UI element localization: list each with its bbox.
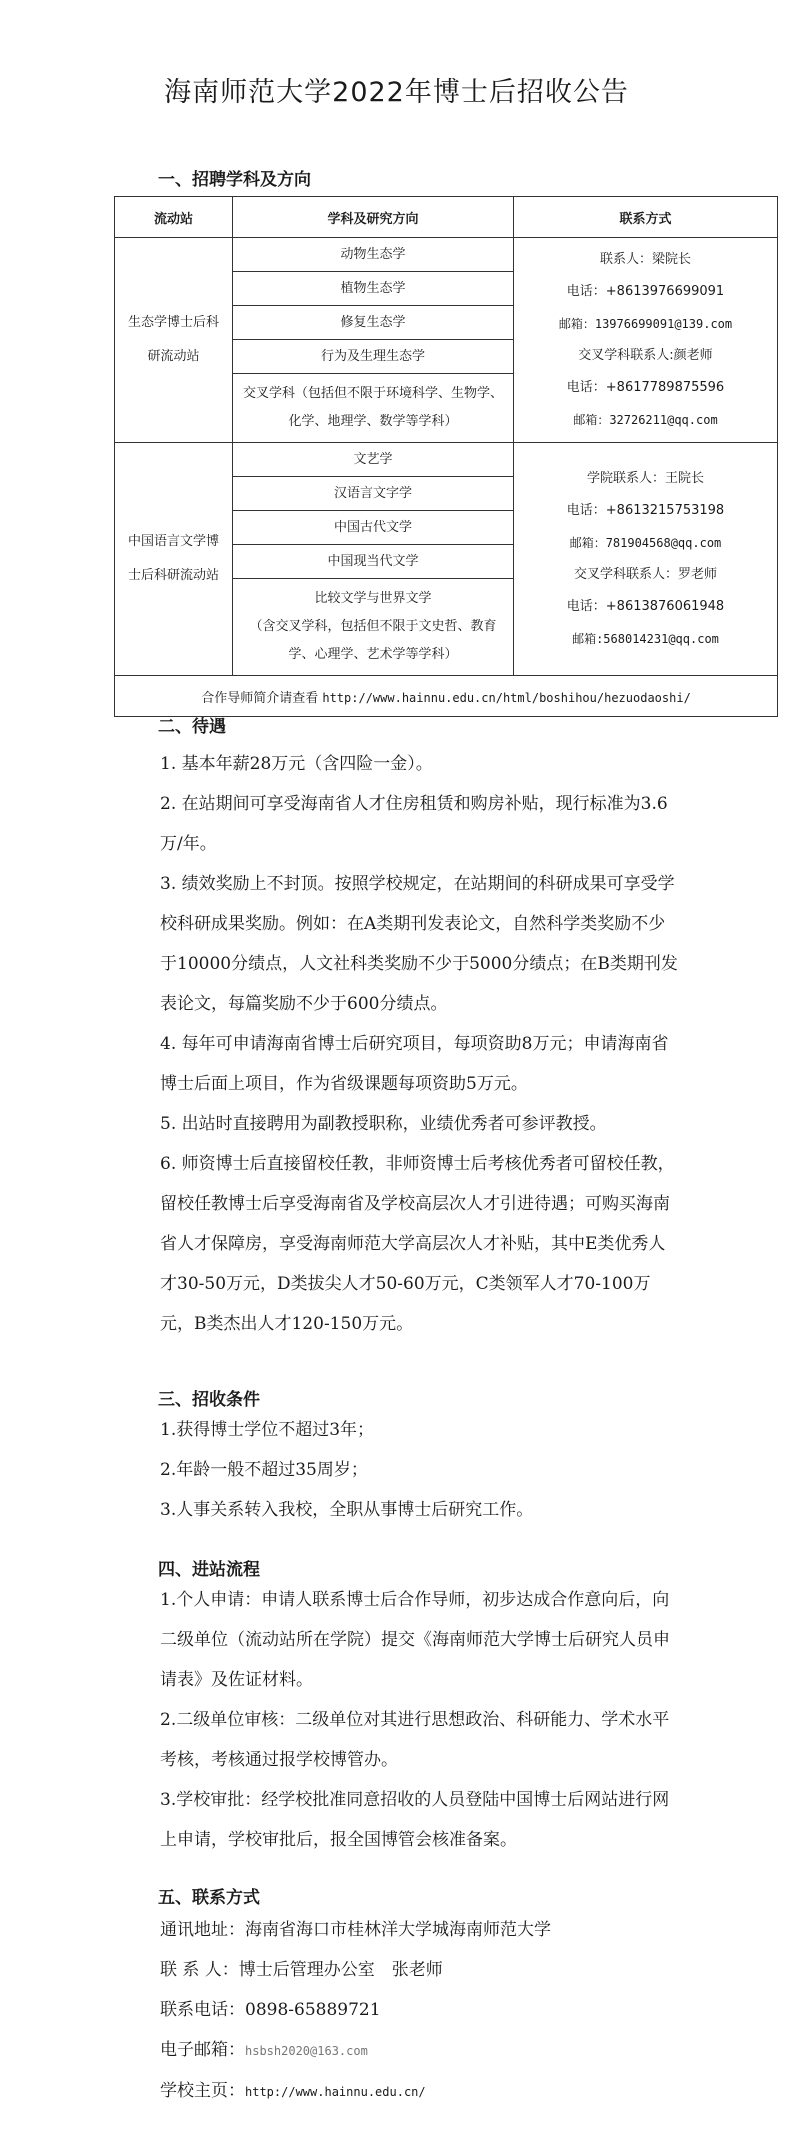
website-link[interactable]: http://www.hainnu.edu.cn/ [245,2085,426,2099]
benefits-list [118,744,680,1344]
contact-chinese: 学院联系人：王院长 电话：+8613215753198 邮箱：781904568@qq.com 交叉学科联系人：罗老师 电话：+8613876061948 邮箱:568014231@qq.com [514,443,778,676]
list-item: 2.二级单位审核：二级单位对其进行思想政治、科研能力、学术水平考核，考核通过报学校博管办。 [160,1710,670,1770]
table-header-directions: 学科及研究方向 [233,197,514,238]
email-link[interactable]: hsbsh2020@163.com [245,2044,368,2058]
list-item: 行为及生理生态学 [233,340,513,374]
list-item: 3.学校审批：经学校批准同意招收的人员登陆中国博士后网站进行网上申请，学校审批后，报全国博管会核准备案。 [160,1790,670,1850]
section-heading-disciplines: 一、招聘学科及方向 [158,170,311,190]
list-item: 汉语言文字学 [233,477,513,511]
list-item: 5. 出站时直接聘用为副教授职称，业绩优秀者可参评教授。 [160,1114,607,1134]
contact-ecology: 联系人：梁院长 电话：+8613976699091 邮箱：13976699091@139.com 交叉学科联系人:颜老师 电话：+8617789875596 邮箱：32726211@qq.com [514,238,778,443]
directions-ecology [233,238,514,443]
contact-phone: 联系电话：0898-65889721 [160,2000,381,2020]
list-item: 2. 在站期间可享受海南省人才住房租赁和购房补贴，现行标准为3.6万/年。 [160,794,668,854]
section-heading-benefits: 二、待遇 [158,717,226,737]
contact-info [118,1910,680,2112]
contact-website: 学校主页：http://www.hainnu.edu.cn/ [160,2081,426,2101]
table-header-contact: 联系方式 [514,197,778,238]
disciplines-table [114,196,778,717]
requirements-list [118,1410,680,1530]
list-item: 文艺学 [233,443,513,477]
list-item: 4. 每年可申请海南省博士后研究项目，每项资助8万元；申请海南省博士后面上项目，作为省级课题每项资助5万元。 [160,1034,669,1094]
list-item: 交叉学科（包括但不限于环境科学、生物学、化学、地理学、数学等学科） [242,386,503,429]
section-heading-process: 四、进站流程 [158,1560,260,1580]
table-footer: 合作导师简介请查看 http://www.hainnu.edu.cn/html/boshihou/hezuodaoshi/ [115,676,778,717]
mentor-link[interactable]: http://www.hainnu.edu.cn/html/boshihou/hezuodaoshi/ [322,690,691,705]
list-item: 中国古代文学 [233,511,513,545]
station-chinese: 中国语言文学博士后科研流动站 [115,443,233,676]
section-heading-contact: 五、联系方式 [158,1888,260,1908]
list-item: 3.人事关系转入我校，全职从事博士后研究工作。 [160,1500,534,1520]
list-item: 6. 师资博士后直接留校任教，非师资博士后考核优秀者可留校任教，留校任教博士后享受海南省及学校高层次人才引进待遇；可购买海南省人才保障房，享受海南师范大学高层次人才补贴，其中E类优秀人才30-50万元，D类拔尖人才50-60万元，C类领军人才70-100万元，B类杰出人才120-150万元。 [160,1154,675,1334]
directions-chinese [233,443,514,676]
list-item: 1.获得博士学位不超过3年； [160,1420,375,1440]
list-item: 修复生态学 [233,306,513,340]
page-title: 海南师范大学2022年博士后招收公告 [164,77,629,108]
station-ecology: 生态学博士后科研流动站 [115,238,233,443]
list-item: 中国现当代文学 [233,545,513,579]
contact-person: 联 系 人：博士后管理办公室 张老师 [160,1960,443,1980]
list-item: 1.个人申请：申请人联系博士后合作导师，初步达成合作意向后，向二级单位（流动站所在学院）提交《海南师范大学博士后研究人员申请表》及佐证材料。 [160,1590,670,1690]
list-item: 1. 基本年薪28万元（含四险一金）。 [160,754,433,774]
contact-address: 通讯地址：海南省海口市桂林洋大学城海南师范大学 [160,1920,551,1940]
list-item: 植物生态学 [233,272,513,306]
process-list [118,1580,680,1860]
contact-email: 电子邮箱：hsbsh2020@163.com [160,2040,368,2060]
list-item: 比较文学与世界文学 （含交叉学科，包括但不限于文史哲、教育学、心理学、艺术学等学科） [249,591,497,662]
list-item: 2.年龄一般不超过35周岁； [160,1460,368,1480]
section-heading-requirements: 三、招收条件 [158,1390,260,1410]
list-item: 动物生态学 [233,238,513,272]
table-header-station: 流动站 [115,197,233,238]
list-item: 3. 绩效奖励上不封顶。按照学校规定，在站期间的科研成果可享受学校科研成果奖励。例如：在A类期刊发表论文，自然科学类奖励不少于10000分绩点，人文社科类奖励不少于5000分绩点；在B类期刊发表论文，每篇奖励不少于600分绩点。 [160,874,678,1014]
